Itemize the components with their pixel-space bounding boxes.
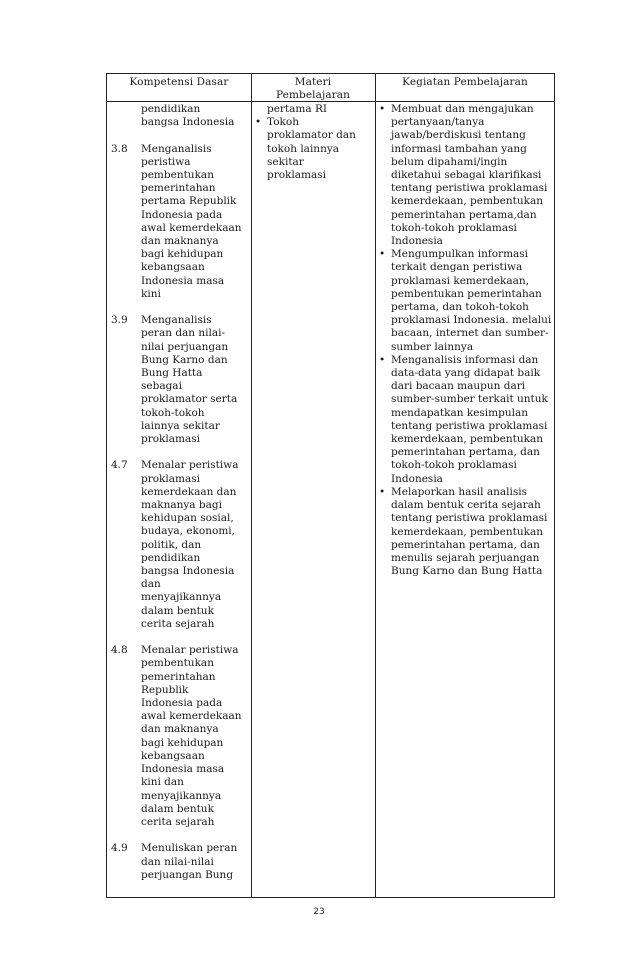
kegiatan-list-item xyxy=(375,103,555,248)
materi-text-line: proklamasi xyxy=(267,169,327,182)
kompetensi-item xyxy=(107,644,251,829)
kompetensi-text-line: kini dan xyxy=(141,776,184,789)
kegiatan-text-line: bacaan, internet dan sumber- xyxy=(391,327,549,340)
kompetensi-text-line: Menganalisis xyxy=(141,142,212,155)
kompetensi-text-line: tokoh-tokoh xyxy=(141,406,205,419)
kegiatan-text-line: informasi tambahan yang xyxy=(391,142,527,155)
materi-text-line: sekitar xyxy=(267,155,304,168)
kompetensi-text-line: pendidikan xyxy=(141,103,201,115)
kompetensi-item xyxy=(107,459,251,631)
curriculum-table xyxy=(106,73,555,898)
materi-text-line: tokoh lainnya xyxy=(267,142,340,155)
kompetensi-text-line: kemerdekaan dan xyxy=(141,485,237,498)
materi-text-line: proklamator dan xyxy=(267,129,356,142)
kompetensi-number: 4.7 xyxy=(111,459,128,472)
kompetensi-text-line: Menalar peristiwa xyxy=(141,459,239,472)
kompetensi-text-line: bagi kehidupan xyxy=(141,736,224,749)
kegiatan-text-line: pertanyaan/tanya xyxy=(391,116,485,129)
kompetensi-number: 4.9 xyxy=(111,842,128,855)
kompetensi-text-line: Menganalisis xyxy=(141,314,212,327)
header-materi-pembelajaran xyxy=(251,76,375,102)
kompetensi-text-line: bangsa Indonesia xyxy=(141,565,235,578)
header-materi-line: Materi xyxy=(294,76,332,88)
kompetensi-text-line: dalam bentuk xyxy=(141,802,214,815)
kompetensi-text-line: politik, dan xyxy=(141,538,202,551)
column-divider xyxy=(251,74,252,897)
kompetensi-number: 4.8 xyxy=(111,644,128,657)
bullet-icon: • xyxy=(379,485,386,498)
kompetensi-text-line: peristiwa xyxy=(141,155,191,168)
kompetensi-text-line: pertama Republik xyxy=(141,195,237,208)
kegiatan-text-line: Melaporkan hasil analisis xyxy=(391,485,527,498)
kompetensi-text-line: budaya, ekonomi, xyxy=(141,525,235,538)
kompetensi-text-line: pendidikan xyxy=(141,551,201,564)
kegiatan-text-line: terkait dengan peristiwa xyxy=(391,261,523,274)
kegiatan-text-line: belum dipahami/ingin xyxy=(391,155,508,168)
header-kompetensi-dasar: Kompetensi Dasar xyxy=(129,76,229,88)
kompetensi-text-line: Indonesia masa xyxy=(141,763,225,776)
kompetensi-item xyxy=(107,143,251,301)
kompetensi-text-line: dan xyxy=(141,578,161,591)
kompetensi-text-line: dan maknanya xyxy=(141,235,219,248)
bullet-icon: • xyxy=(379,353,386,366)
kompetensi-text-line: cerita sejarah xyxy=(141,617,215,630)
bullet-icon: • xyxy=(255,116,262,129)
kegiatan-text-line: pemerintahan pertama, dan xyxy=(391,446,540,459)
kompetensi-column xyxy=(107,103,251,895)
kompetensi-text-line: Menuliskan peran xyxy=(141,842,238,855)
kegiatan-list-item xyxy=(375,354,555,486)
kegiatan-text-line: menulis sejarah perjuangan xyxy=(391,551,540,564)
kompetensi-text-line: menyajikannya xyxy=(141,591,222,604)
materi-text-line: Tokoh xyxy=(267,116,299,129)
kompetensi-text-line: bagi kehidupan xyxy=(141,248,224,261)
kompetensi-item xyxy=(107,842,251,882)
kegiatan-text-line: data-data yang didapat baik xyxy=(391,367,541,380)
kegiatan-text-line: Membuat dan mengajukan xyxy=(391,103,534,115)
kegiatan-text-line: Bung Karno dan Bung Hatta xyxy=(391,565,543,578)
page-number: 23 xyxy=(313,907,325,917)
kompetensi-text-line: menyajikannya xyxy=(141,789,222,802)
kompetensi-text-line: Bung Karno dan xyxy=(141,353,228,366)
kompetensi-text-line: dalam bentuk xyxy=(141,604,214,617)
kompetensi-item xyxy=(107,103,251,129)
kegiatan-text-line: Menganalisis informasi dan xyxy=(391,353,539,366)
kompetensi-text-line: Indonesia pada xyxy=(141,697,223,710)
kompetensi-text-line: bangsa Indonesia xyxy=(141,116,235,129)
kegiatan-text-line: proklamasi Indonesia. melalui xyxy=(391,314,552,327)
kegiatan-text-line: jawab/berdiskusi tentang xyxy=(391,129,526,142)
kompetensi-text-line: Indonesia pada xyxy=(141,208,223,221)
kompetensi-text-line: Menalar peristiwa xyxy=(141,644,239,657)
kompetensi-text-line: proklamasi xyxy=(141,472,201,485)
materi-list-item xyxy=(251,116,375,182)
kompetensi-text-line: awal kemerdekaan xyxy=(141,221,242,234)
kegiatan-text-line: Mengumpulkan informasi xyxy=(391,248,529,261)
kegiatan-text-line: tentang peristiwa proklamasi xyxy=(391,182,548,195)
kegiatan-text-line: pemerintahan pertama, dan xyxy=(391,538,540,551)
kegiatan-text-line: kemerdekaan, pembentukan xyxy=(391,525,543,538)
header-materi-line: Pembelajaran xyxy=(275,89,351,101)
kegiatan-text-line: tentang peristiwa proklamasi xyxy=(391,512,548,525)
kompetensi-text-line: peran dan nilai- xyxy=(141,327,226,340)
kompetensi-text-line: lainnya sekitar xyxy=(141,419,220,432)
kompetensi-text-line: Bung Hatta xyxy=(141,367,203,380)
kompetensi-text-line: kebangsaan xyxy=(141,749,205,762)
kompetensi-text-line: sebagai xyxy=(141,380,182,393)
kompetensi-text-line: dan nilai-nilai xyxy=(141,855,214,868)
kegiatan-text-line: pemerintahan pertama,dan xyxy=(391,208,537,221)
header-kegiatan-pembelajaran: Kegiatan Pembelajaran xyxy=(402,76,528,88)
kegiatan-text-line: Indonesia xyxy=(391,235,443,248)
kegiatan-text-line: diketahui sebagai klarifikasi xyxy=(391,169,542,182)
kegiatan-text-line: kemerdekaan, pembentukan xyxy=(391,433,543,446)
kompetensi-text-line: kehidupan sosial, xyxy=(141,512,234,525)
kegiatan-text-line: tokoh-tokoh proklamasi xyxy=(391,221,517,234)
kompetensi-text-line: awal kemerdekaan xyxy=(141,710,242,723)
kompetensi-item xyxy=(107,314,251,446)
kompetensi-text-line: nilai perjuangan xyxy=(141,340,229,353)
kompetensi-text-line: kebangsaan xyxy=(141,261,205,274)
kegiatan-text-line: dalam bentuk cerita sejarah xyxy=(391,499,541,512)
kegiatan-text-line: pembentukan pemerintahan xyxy=(391,287,542,300)
kegiatan-text-line: sumber-sumber terkait untuk xyxy=(391,393,548,406)
kompetensi-text-line: kini xyxy=(141,287,161,300)
bullet-icon: • xyxy=(379,248,386,261)
kegiatan-text-line: tokoh-tokoh proklamasi xyxy=(391,459,517,472)
kegiatan-column xyxy=(375,103,555,578)
kompetensi-text-line: Republik xyxy=(141,683,189,696)
bullet-icon: • xyxy=(379,103,386,115)
kegiatan-text-line: Indonesia xyxy=(391,472,443,485)
kompetensi-number: 3.9 xyxy=(111,314,128,327)
materi-continuation xyxy=(251,103,375,116)
kompetensi-text-line: pembentukan xyxy=(141,169,214,181)
kompetensi-text-line: cerita sejarah xyxy=(141,815,215,828)
kegiatan-text-line: sumber lainnya xyxy=(391,340,474,353)
kegiatan-text-line: tentang peristiwa proklamasi xyxy=(391,419,548,432)
materi-column xyxy=(251,103,375,182)
kompetensi-text-line: perjuangan Bung xyxy=(141,868,234,881)
kompetensi-text-line: proklamator serta xyxy=(141,393,238,406)
kegiatan-text-line: dari bacaan maupun dari xyxy=(391,380,526,393)
kompetensi-text-line: pembentukan xyxy=(141,657,214,670)
kompetensi-text-line: dan maknanya xyxy=(141,723,219,736)
kompetensi-text-line: pemerintahan xyxy=(141,182,216,195)
kompetensi-number: 3.8 xyxy=(111,142,128,155)
kegiatan-list-item xyxy=(375,486,555,578)
kegiatan-text-line: proklamasi kemerdekaan, xyxy=(391,274,530,287)
kegiatan-text-line: pertama, dan tokoh-tokoh xyxy=(391,301,529,314)
kegiatan-text-line: mendapatkan kesimpulan xyxy=(391,406,528,419)
kegiatan-list-item xyxy=(375,248,555,354)
kompetensi-text-line: pemerintahan xyxy=(141,670,216,683)
kompetensi-text-line: maknanya bagi xyxy=(141,499,222,512)
kompetensi-text-line: Indonesia masa xyxy=(141,274,225,287)
kompetensi-text-line: proklamasi xyxy=(141,433,201,446)
kegiatan-text-line: kemerdekaan, pembentukan xyxy=(391,195,543,208)
materi-text-line: pertama RI xyxy=(267,103,328,115)
